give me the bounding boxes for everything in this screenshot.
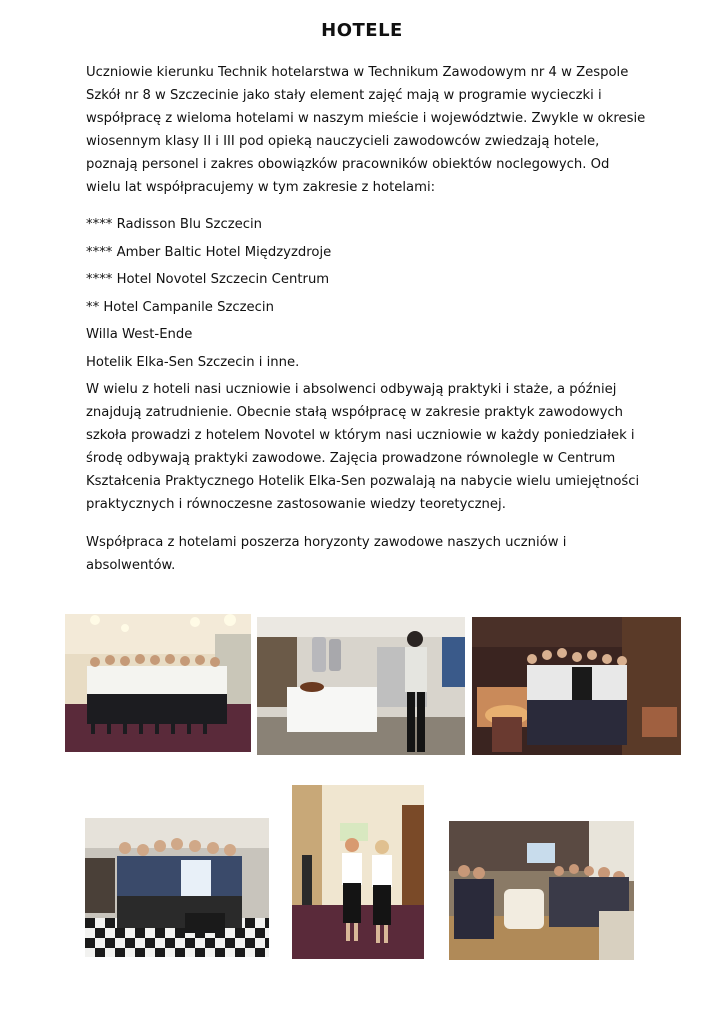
closing-text: Współpraca z hotelami poszerza horyzonty zawodowe naszych uczniów i absolwentów. — [86, 535, 567, 573]
hotel-list — [86, 211, 646, 376]
photo-two-waitresses — [292, 785, 424, 959]
intro-paragraph — [86, 61, 646, 199]
practice-text: W wielu z hoteli nasi uczniowie i absolwenci odbywają praktyki i staże, a później znajdują zatrudnienie. Obecnie stałą współpracę w zakresie praktyk zawodowych szkoła prowadzi z hotelem Novotel w którym nasi uczniowie w każdy poniedziałek i środę odbywają praktyki zawodowe. Zajęcia prowadzone równolegle w Centrum Kształcenia Praktycznego Hotelik Elka-Sen pozwalają na nabycie wielu umiejętności praktycznych i równoczesne zastosowanie wiedzy teoretycznej. — [86, 382, 640, 512]
photo-banquet-hall-group — [65, 614, 251, 752]
photo-hotel-lounge-group — [472, 617, 681, 755]
hotel-item: ** Hotel Campanile Szczecin — [86, 299, 274, 315]
hotel-item: **** Hotel Novotel Szczecin Centrum — [86, 272, 330, 287]
closing-paragraph — [86, 531, 646, 577]
practice-paragraph — [86, 378, 646, 516]
hotel-item: Willa West-Ende — [86, 327, 193, 342]
photo-lobby-group-certificate — [85, 818, 269, 957]
page-title: HOTELE — [321, 20, 403, 41]
intro-text: Uczniowie kierunku Technik hotelarstwa w Technikum Zawodowym nr 4 w Zespole Szkół nr 8 w Szczecinie jako stały element zajęć mają w programie wycieczki i współpracę z wieloma hotelami w naszym mieście i województwie. Zwykle w okresie wiosennym klasy II i III pod opieką nauczycieli zawodowców zwiedzają hotele, poznają personel i zakres obowiązków pracowników obiektów noclegowych. Od wielu lat współpracujemy w tym zakresie z hotelami: — [86, 65, 646, 195]
photo-lounge-students — [449, 821, 634, 960]
photo-buffet-station — [257, 617, 465, 755]
hotel-item: Hotelik Elka-Sen Szczecin i inne. — [86, 354, 300, 370]
hotel-item: **** Amber Baltic Hotel Międzyzdroje — [86, 244, 332, 260]
hotel-item: **** Radisson Blu Szczecin — [86, 217, 263, 232]
